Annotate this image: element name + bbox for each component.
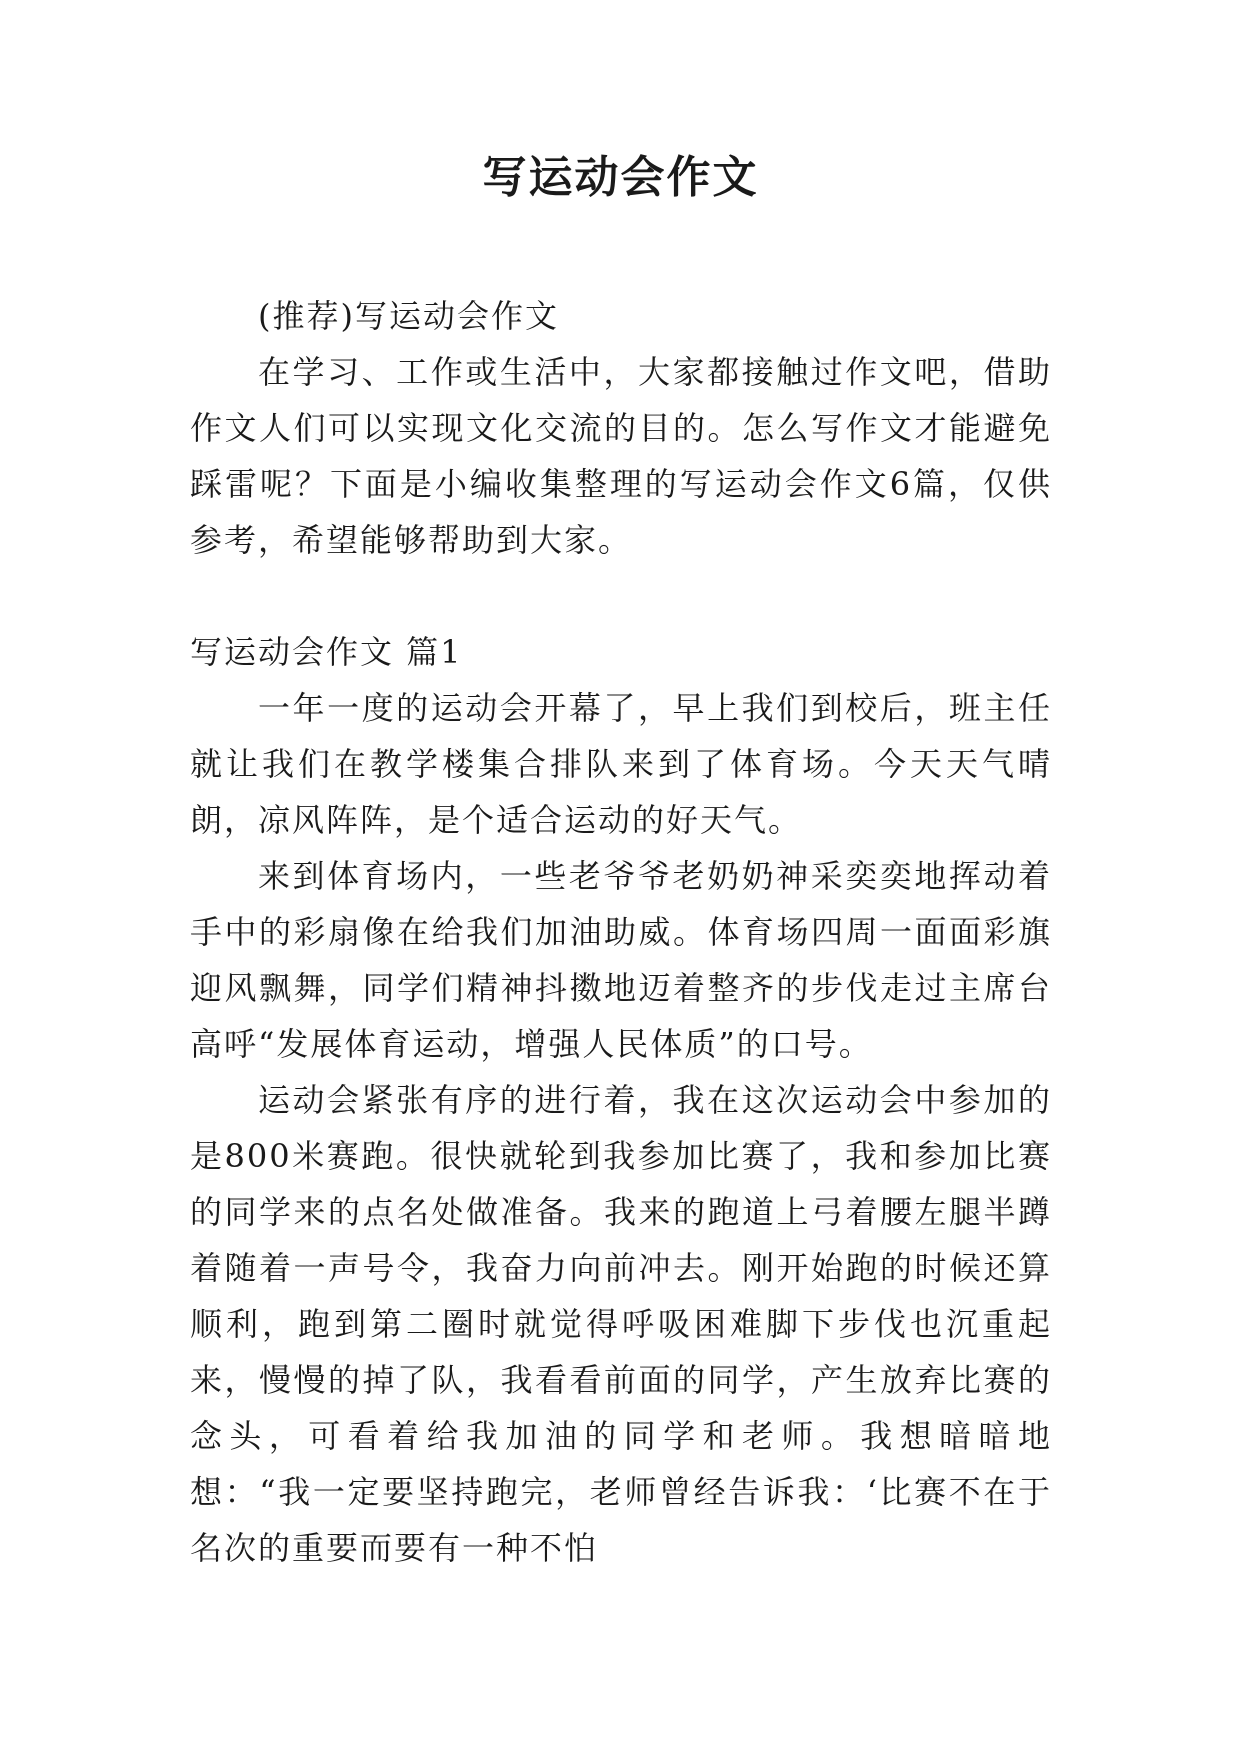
section-heading: 写运动会作文 篇1 [190, 633, 463, 671]
body-paragraph: 运动会紧张有序的进行着，我在这次运动会中参加的是800米赛跑。很快就轮到我参加比赛了，我和参加比赛的同学来的点名处做准备。我来的跑道上弓着腰左腿半蹲着随着一声号令，我奋力向前冲去。刚开始跑的时候还算顺利，跑到第二圈时就觉得呼吸困难脚下步伐也沉重起来，慢慢的掉了队，我看看前面的同学，产生放弃比赛的念头，可看着给我加油的同学和老师。我想暗暗地想：“我一定要坚持跑完，老师曾经告诉我：‘比赛不在于名次的重要而要有一种不怕 [190, 1081, 1052, 1567]
document-title: 写运动会作文 [482, 152, 759, 203]
section-spacer [190, 568, 1052, 624]
intro-paragraph: 在学习、工作或生活中，大家都接触过作文吧，借助作文人们可以实现文化交流的目的。怎么写作文才能避免踩雷呢？下面是小编收集整理的写运动会作文6篇，仅供参考，希望能够帮助到大家。 [190, 353, 1052, 559]
body-paragraph: 一年一度的运动会开幕了，早上我们到校后，班主任就让我们在教学楼集合排队来到了体育场。今天天气晴朗，凉风阵阵，是个适合运动的好天气。 [190, 689, 1052, 839]
body-paragraph: 来到体育场内，一些老爷爷老奶奶神采奕奕地挥动着手中的彩扇像在给我们加油助威。体育场四周一面面彩旗迎风飘舞，同学们精神抖擞地迈着整齐的步伐走过主席台高呼“发展体育运动，增强人民体质”的口号。 [190, 857, 1052, 1063]
document-body [190, 288, 1052, 1576]
document-subtitle: (推荐)写运动会作文 [258, 297, 559, 335]
